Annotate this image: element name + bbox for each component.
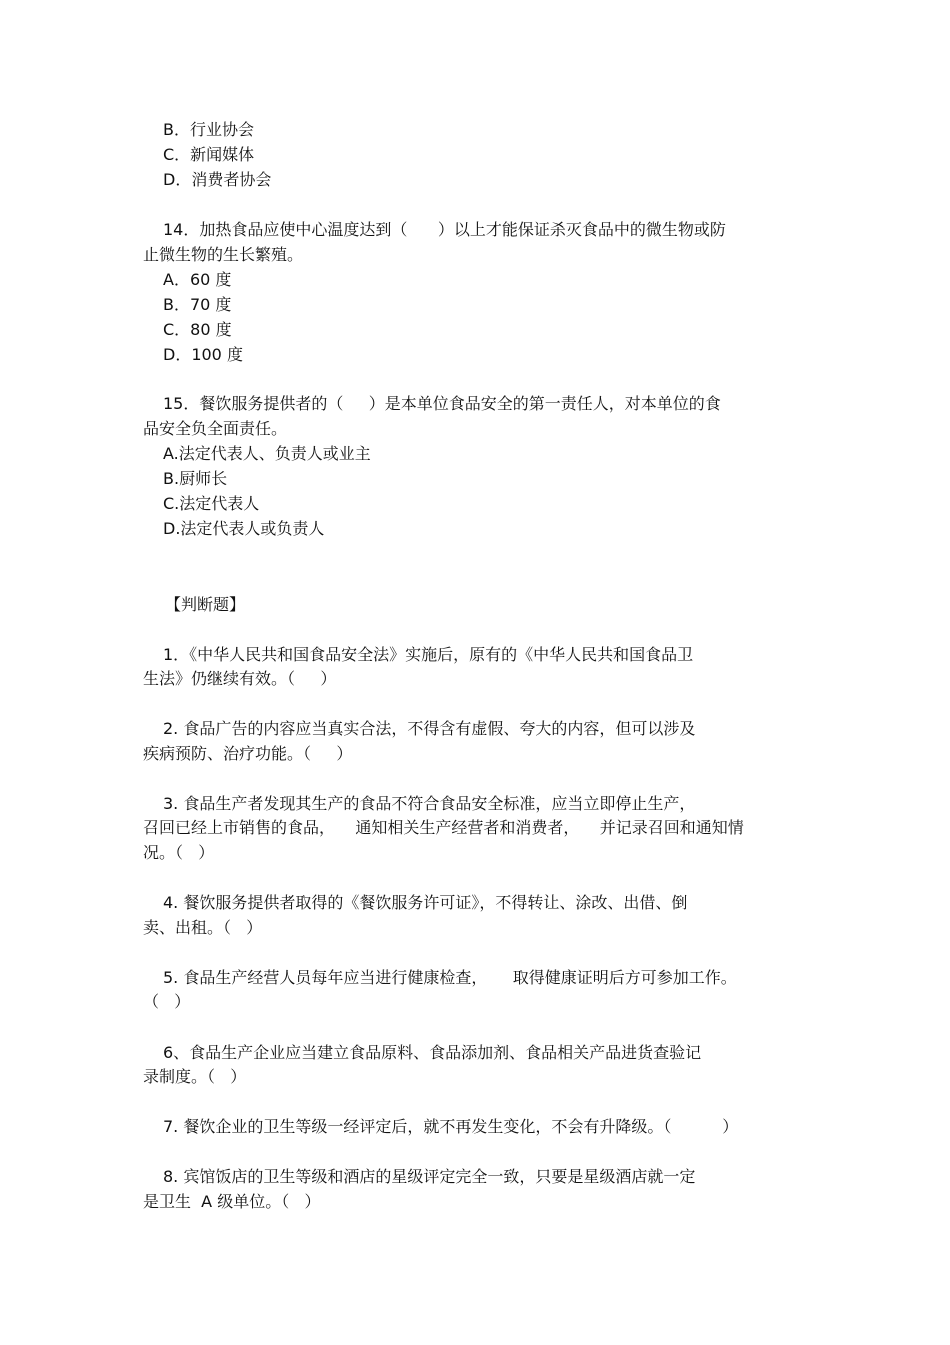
q15-option-b: B.厨师长: [163, 469, 228, 488]
judgment-3-line3: 况。（ ）: [143, 843, 215, 862]
judgment-5-line1: 5. 食品生产经营人员每年应当进行健康检查， 取得健康证明后方可参加工作。: [163, 968, 737, 987]
q14-stem-line2: 止微生物的生长繁殖。: [143, 245, 304, 264]
section-title: 【判断题】: [165, 595, 246, 614]
q14-option-b: B．70 度: [163, 295, 232, 314]
q14-option-c: C．80 度: [163, 320, 232, 339]
judgment-8-line1: 8. 宾馆饭店的卫生等级和酒店的星级评定完全一致，只要是星级酒店就一定: [163, 1167, 696, 1186]
judgment-6-line2: 录制度。（ ）: [143, 1067, 247, 1086]
q14-stem-line1: 14．加热食品应使中心温度达到（ ）以上才能保证杀灭食品中的微生物或防: [163, 220, 726, 239]
judgment-4-line1: 4. 餐饮服务提供者取得的《餐饮服务许可证》，不得转让、涂改、出借、倒: [163, 893, 688, 912]
judgment-2-line1: 2. 食品广告的内容应当真实合法，不得含有虚假、夸大的内容，但可以涉及: [163, 719, 696, 738]
q15-stem-line2: 品安全负全面责任。: [143, 419, 288, 438]
judgment-3-line1: 3. 食品生产者发现其生产的食品不符合食品安全标准，应当立即停止生产，: [163, 794, 696, 813]
judgment-7-line1: 7. 餐饮企业的卫生等级一经评定后，就不再发生变化，不会有升降级。（ ）: [163, 1117, 739, 1136]
judgment-1-line2: 生法》仍继续有效。（ ）: [143, 669, 337, 688]
judgment-6-line1: 6、食品生产企业应当建立食品原料、食品添加剂、食品相关产品进货查验记: [163, 1043, 702, 1062]
q13-option-c: C．新闻媒体: [163, 145, 255, 164]
q14-option-d: D．100 度: [163, 345, 243, 364]
judgment-1-line1: 1．《中华人民共和国食品安全法》实施后，原有的《中华人民共和国食品卫: [163, 645, 694, 664]
q15-option-a: A.法定代表人、负责人或业主: [163, 444, 371, 463]
judgment-5-line2: （ ）: [143, 992, 191, 1011]
judgment-3-line2: 召回已经上市销售的食品， 通知相关生产经营者和消费者， 并记录召回和通知情: [143, 818, 744, 837]
judgment-4-line2: 卖、出租。（ ）: [143, 918, 263, 937]
q14-option-a: A．60 度: [163, 270, 232, 289]
q13-option-b: B．行业协会: [163, 120, 254, 139]
judgment-2-line2: 疾病预防、治疗功能。（ ）: [143, 744, 353, 763]
judgment-8-line2: 是卫生 A 级单位。（ ）: [143, 1192, 321, 1211]
q15-stem-line1: 15．餐饮服务提供者的（ ）是本单位食品安全的第一责任人，对本单位的食: [163, 394, 721, 413]
q13-option-d: D．消费者协会: [163, 170, 272, 189]
q15-option-c: C.法定代表人: [163, 494, 260, 513]
q15-option-d: D.法定代表人或负责人: [163, 519, 325, 538]
